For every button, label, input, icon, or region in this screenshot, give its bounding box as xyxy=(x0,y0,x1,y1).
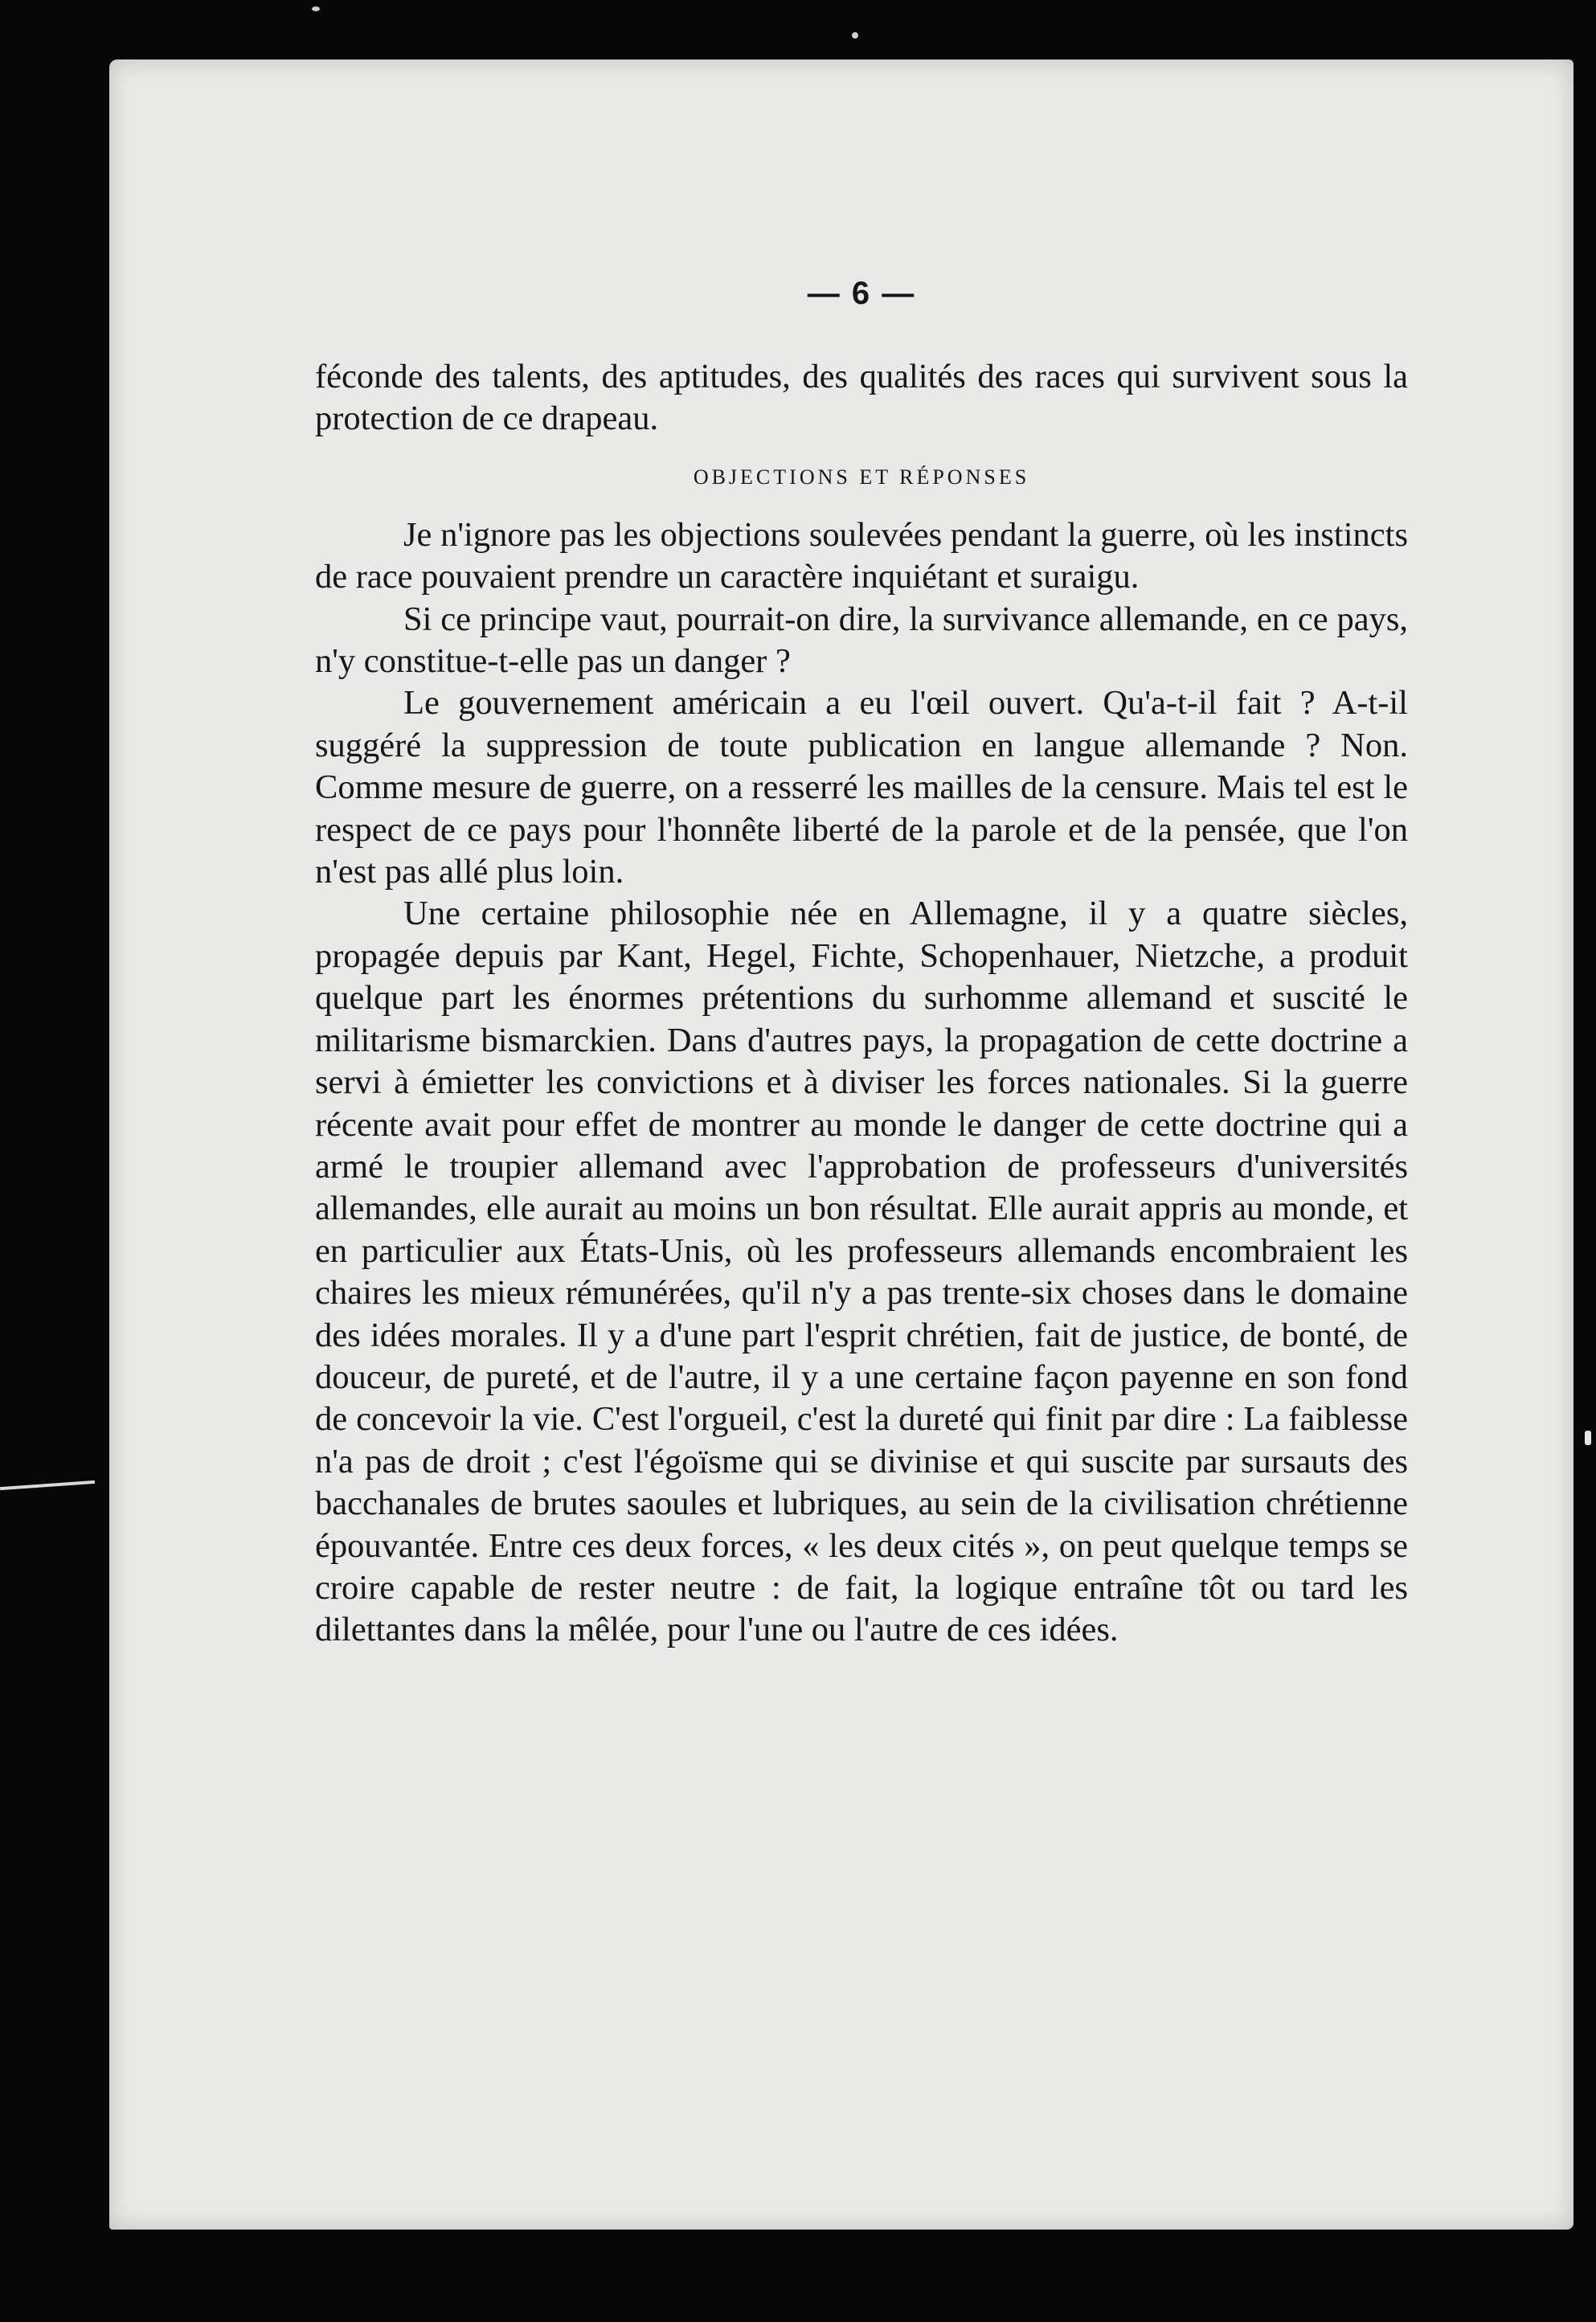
section-heading: OBJECTIONS ET RÉPONSES xyxy=(693,465,1030,489)
page-number: — 6 — xyxy=(807,276,916,311)
scan-edge-mark xyxy=(0,1480,95,1490)
paragraph: Je n'ignore pas les objections soulevées pendant la guerre, où les instincts de race pouvaient prendre un caractère inquiétant et suraigu. xyxy=(315,515,1408,596)
paragraph: Une certaine philosophie née en Allemagne, il y a quatre siècles, propagée depuis par Kant, Hegel, Fichte, Schopenhauer, Nietzche, a produit quelque part les énormes prétentions du surhomme allemand et suscité le militarisme bismarckien. Dans d'autres pays, la propagation de cette doctrine a servi à émietter les convictions et à diviser les forces nationales. Si la guerre récente avait pour effet de montrer au monde le danger de cette doctrine qui a armé le troupier allemand avec l'approbation de professeurs d'universités allemandes, elle aurait au moins un bon résultat. Elle aurait appris au monde, et en particulier aux États-Unis, où les professeurs allemands encombraient les chaires les mieux rémunérées, qu'il n'y a pas trente-six choses dans le domaine des idées morales. Il y a d'une part l'esprit chrétien, fait de justice, de bonté, de douceur, de pureté, et de l'autre, il y a une certaine façon payenne en son fond de concevoir la vie. C'est l'orgueil, c'est la dureté qui finit par dire : La faiblesse n'a pas de droit ; c'est l'égoïsme qui se divinise et qui suscite par sursauts des bacchanales de brutes saoules et lubriques, au sein de la civilisation chrétienne épouvantée. Entre ces deux forces, « les deux cités », on peut quelque temps se croire capable de rester neutre : de fait, la logique entraîne tôt ou tard les dilettantes dans la mêlée, pour l'une ou l'autre de ces idées. xyxy=(315,895,1408,1649)
scan-speck xyxy=(852,32,858,39)
page-text xyxy=(315,269,1408,1652)
paragraph: Le gouvernement américain a eu l'œil ouvert. Qu'a-t-il fait ? A-t-il suggéré la suppression de toute publication en langue allemande ? Non. Comme mesure de guerre, on a resserré les mailles de la censure. Mais tel est le respect de ce pays pour l'honnête liberté de la parole et de la pensée, que l'on n'est pas allé plus loin. xyxy=(315,684,1408,891)
scan-speck xyxy=(312,6,320,11)
scan-edge-mark xyxy=(1585,1431,1591,1445)
paragraph: Si ce principe vaut, pourrait-on dire, la survivance allemande, en ce pays, n'y constitue-t-elle pas un danger ? xyxy=(315,600,1408,681)
continuation-paragraph: féconde des talents, des aptitudes, des qualités des races qui survivent sous la protection de ce drapeau. xyxy=(315,358,1408,438)
